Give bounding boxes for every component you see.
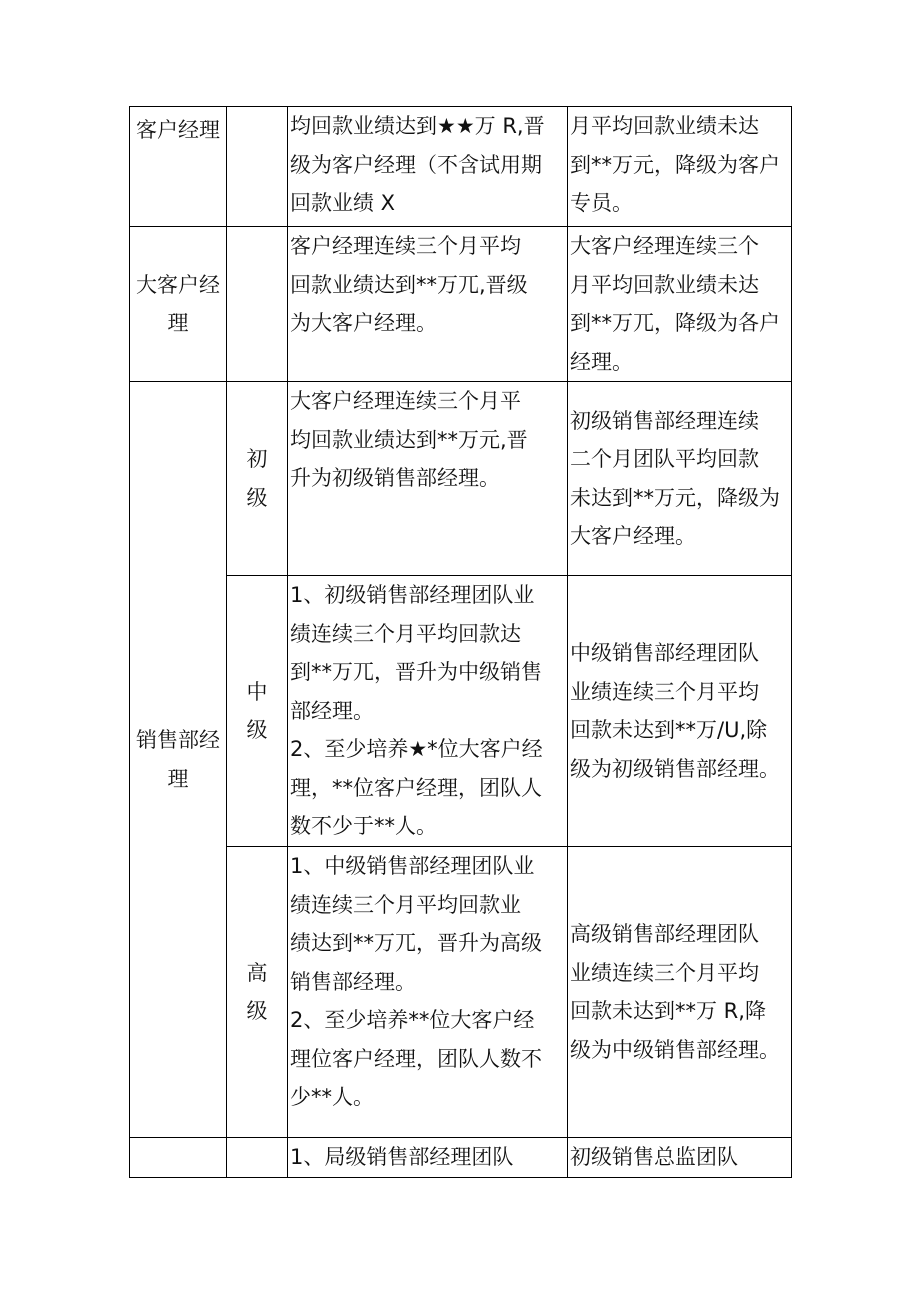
table-row bbox=[130, 227, 792, 382]
level-cell: 中 级 bbox=[227, 576, 288, 847]
demotion-cell: 初级销售部经理连续 二个月团队平均回款 未达到**万元，降级为 大客户经理。 bbox=[568, 382, 792, 576]
promotion-criteria-table bbox=[129, 106, 792, 1178]
role-cell: 客户经理 bbox=[130, 107, 227, 227]
level-cell: 高 级 bbox=[227, 847, 288, 1138]
promotion-cell: 1、初级销售部经理团队业 绩连续三个月平均回款达 到**万兀，晋升为中级销售 部经理。 2、至少培养★*位大客户经 理，**位客户经理，团队人 数不少于**人。 bbox=[288, 576, 568, 847]
demotion-cell: 高级销售部经理团队 业绩连续三个月平均 回款未达到**万 R,降 级为中级销售部经理。 bbox=[568, 847, 792, 1138]
table-row bbox=[130, 576, 792, 847]
role-cell bbox=[130, 1138, 227, 1178]
level-cell bbox=[227, 227, 288, 382]
promotion-cell: 1、局级销售部经理团队 bbox=[288, 1138, 568, 1178]
level-cell bbox=[227, 1138, 288, 1178]
promotion-cell: 均回款业绩达到★★万 R,晋 级为客户经理（不含试用期 回款业绩 X bbox=[288, 107, 568, 227]
demotion-cell: 初级销售总监团队 bbox=[568, 1138, 792, 1178]
level-cell bbox=[227, 107, 288, 227]
demotion-cell: 中级销售部经理团队 业绩连续三个月平均 回款未达到**万/U,除 级为初级销售部经理。 bbox=[568, 576, 792, 847]
demotion-cell: 月平均回款业绩未达 到**万元，降级为客户 专员。 bbox=[568, 107, 792, 227]
table-row bbox=[130, 107, 792, 227]
promotion-cell: 大客户经理连续三个月平 均回款业绩达到**万元,晋 升为初级销售部经理。 bbox=[288, 382, 568, 576]
level-cell: 初 级 bbox=[227, 382, 288, 576]
promotion-cell: 1、中级销售部经理团队业 绩连续三个月平均回款业 绩达到**万兀，晋升为高级 销售部经理。 2、至少培养**位大客户经 理位客户经理，团队人数不 少**人。 bbox=[288, 847, 568, 1138]
promotion-cell: 客户经理连续三个月平均 回款业绩达到**万兀,晋级 为大客户经理。 bbox=[288, 227, 568, 382]
table-row bbox=[130, 1138, 792, 1178]
demotion-cell: 大客户经理连续三个 月平均回款业绩未达 到**万兀，降级为各户 经理。 bbox=[568, 227, 792, 382]
role-cell: 大客户经 理 bbox=[130, 227, 227, 382]
role-cell: 销售部经 理 bbox=[130, 382, 227, 1138]
table-row bbox=[130, 382, 792, 576]
table-row bbox=[130, 847, 792, 1138]
